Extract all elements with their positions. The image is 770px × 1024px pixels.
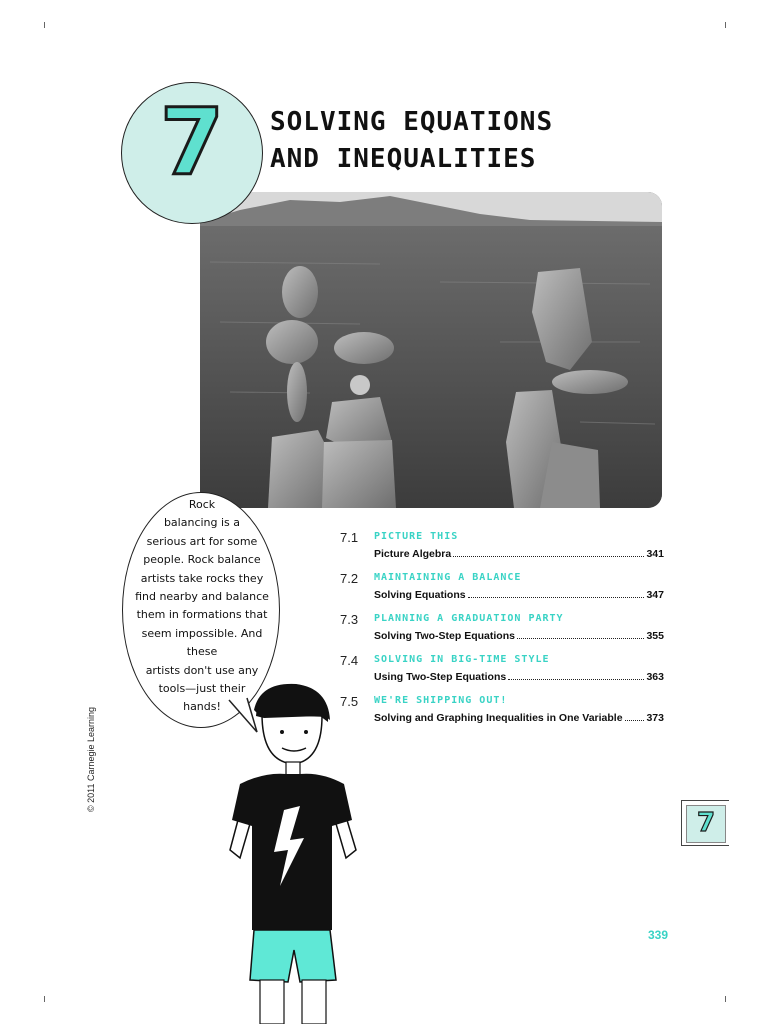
rock-balancing-photo [200, 192, 662, 508]
lesson-subtitle: Picture Algebra [374, 548, 452, 560]
dot-leader [517, 630, 644, 639]
bubble-line: tools—just their [158, 682, 246, 696]
bubble-line: artists don't use any [145, 663, 259, 677]
bubble-line: Rock [188, 498, 216, 511]
lesson-title: WE'RE SHIPPING OUT! [374, 695, 508, 706]
crop-mark [725, 22, 726, 28]
lesson-entry [374, 548, 664, 560]
bubble-line: seem impossible. And these [141, 626, 263, 659]
lesson-title: MAINTAINING A BALANCE [374, 572, 522, 583]
bubble-line: them in formations that [136, 608, 268, 622]
dot-leader [508, 671, 644, 680]
bubble-line: serious art for some [146, 534, 258, 548]
lesson-number: 7.2 [340, 571, 359, 586]
lesson-entry [374, 671, 664, 683]
lesson-list [340, 530, 670, 735]
bubble-line: find nearby and balance [135, 590, 269, 604]
lesson-page: 347 [646, 589, 664, 601]
lesson-subtitle: Solving Equations [374, 589, 466, 601]
chapter-title [270, 104, 700, 178]
lesson-page: 341 [646, 548, 664, 560]
lesson-title: PICTURE THIS [374, 531, 459, 542]
bubble-line: artists take rocks they [140, 571, 264, 585]
rock-balancing-image [200, 192, 662, 508]
chapter-side-tab-number: 7 [696, 808, 716, 838]
bubble-line: balancing is a [163, 516, 241, 530]
lesson-item[interactable] [340, 653, 670, 694]
crop-mark [44, 22, 45, 28]
dot-leader [453, 548, 644, 557]
chapter-number-badge [121, 82, 263, 224]
lesson-page: 373 [646, 712, 664, 724]
lesson-item[interactable] [340, 530, 670, 571]
bubble-line: hands! [183, 700, 221, 714]
chapter-side-tab [681, 800, 729, 846]
lesson-number: 7.1 [340, 530, 359, 545]
lesson-number: 7.4 [340, 653, 359, 668]
dot-leader [625, 712, 645, 721]
lesson-item[interactable] [340, 694, 670, 735]
chapter-number: 7 [159, 89, 224, 196]
copyright-notice: © 2011 Carnegie Learning [86, 706, 96, 812]
chapter-title-line-1: SOLVING EQUATIONS [270, 107, 554, 137]
crop-mark [44, 996, 45, 1002]
lesson-item[interactable] [340, 571, 670, 612]
lesson-number: 7.3 [340, 612, 359, 627]
page-number: 339 [647, 928, 668, 942]
bubble-line: people. Rock balance [143, 553, 261, 567]
crop-mark [725, 996, 726, 1002]
lesson-title: SOLVING IN BIG-TIME STYLE [374, 654, 550, 665]
lesson-page: 363 [646, 671, 664, 683]
lesson-entry [374, 712, 664, 724]
lesson-entry [374, 630, 664, 642]
lesson-title: PLANNING A GRADUATION PARTY [374, 613, 564, 624]
lesson-subtitle: Using Two-Step Equations [374, 671, 507, 683]
lesson-subtitle: Solving Two-Step Equations [374, 630, 515, 642]
dot-leader [468, 589, 645, 598]
chapter-title-line-2: AND INEQUALITIES [270, 144, 537, 174]
student-illustration [210, 680, 370, 1024]
lesson-page: 355 [646, 630, 664, 642]
lesson-entry [374, 589, 664, 601]
chapter-side-tab-inner [686, 805, 726, 843]
lesson-item[interactable] [340, 612, 670, 653]
lesson-number: 7.5 [340, 694, 359, 709]
lesson-subtitle: Solving and Graphing Inequalities in One Variable [374, 712, 623, 724]
